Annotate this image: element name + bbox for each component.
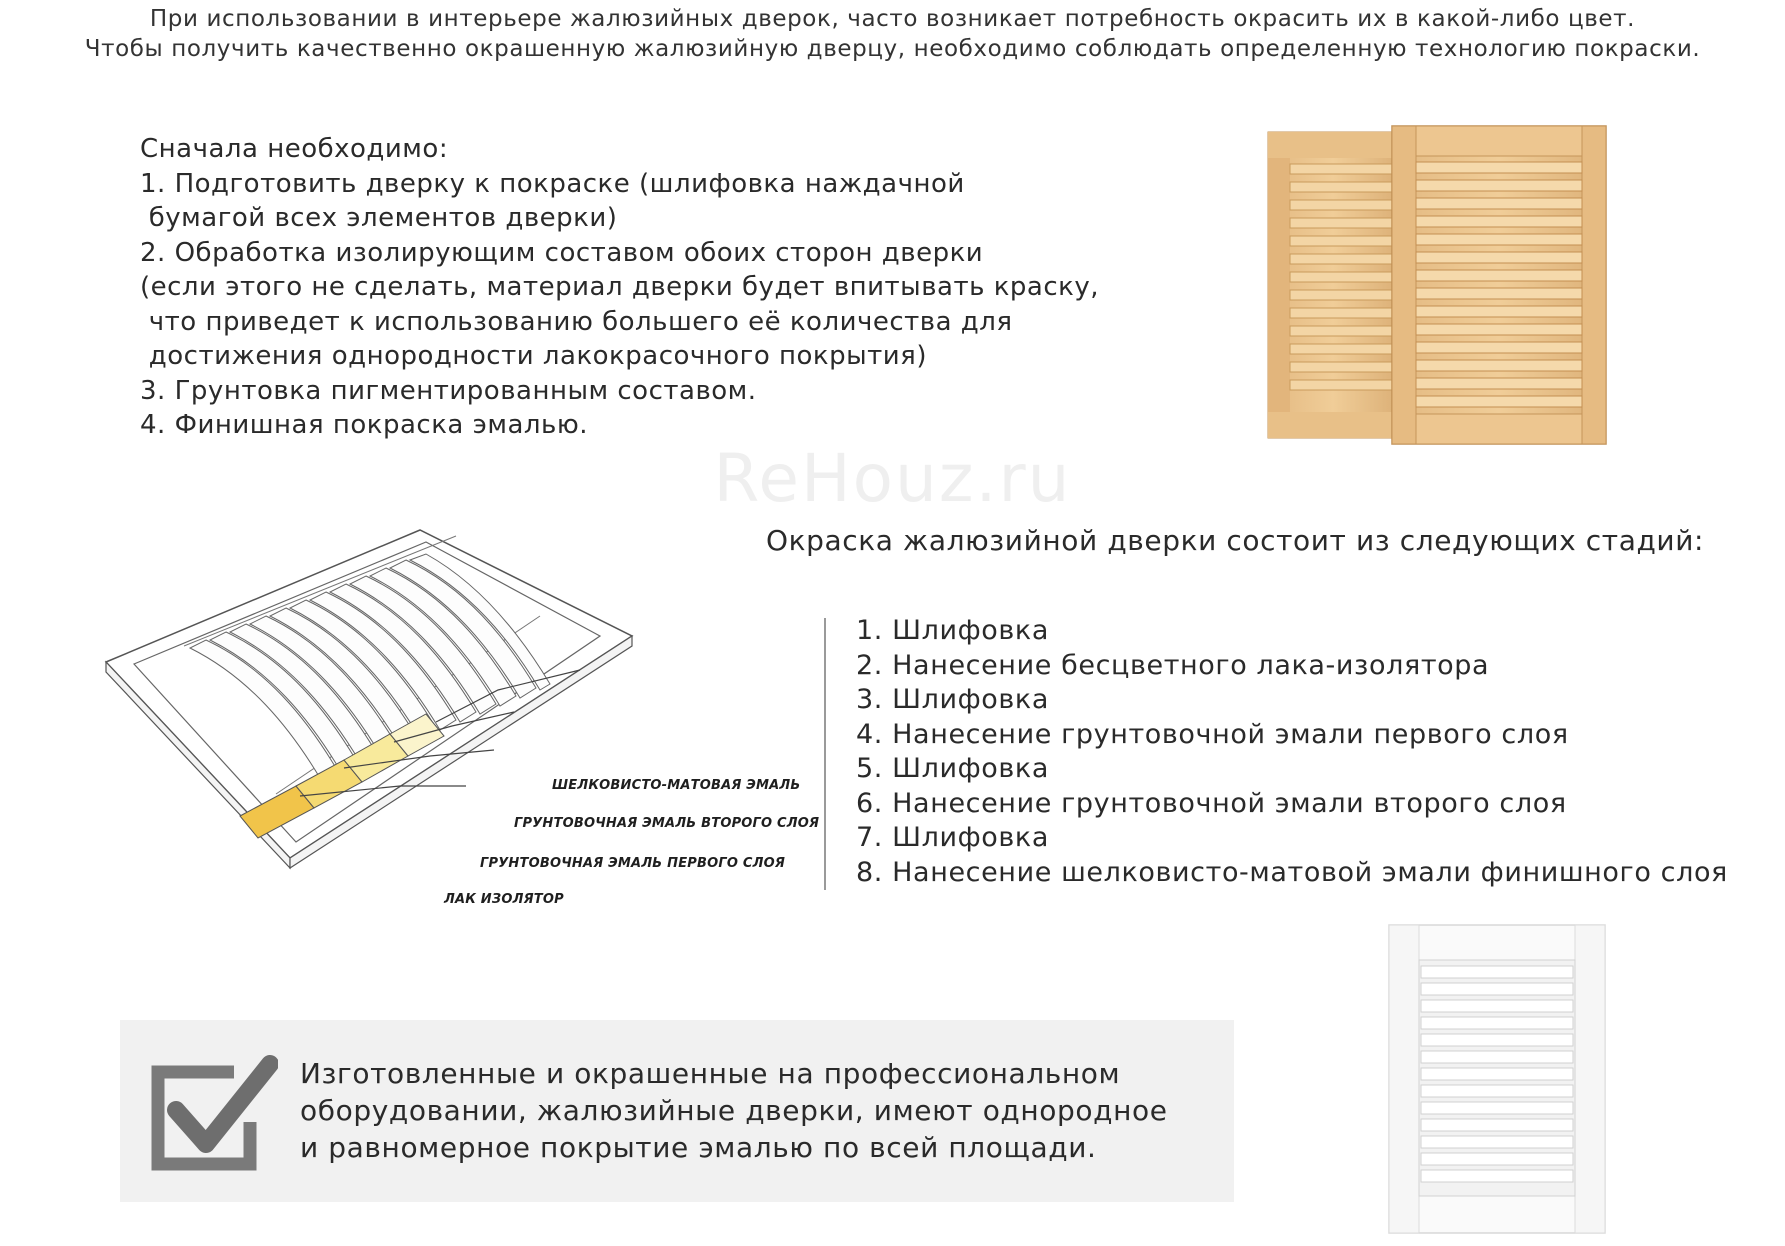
layer-label-primer-1: ГРУНТОВОЧНАЯ ЭМАЛЬ ПЕРВОГО СЛОЯ <box>480 856 786 871</box>
layer-label-finish: ШЕЛКОВИСТО-МАТОВАЯ ЭМАЛЬ <box>552 778 801 793</box>
layer-label-primer-2: ГРУНТОВОЧНАЯ ЭМАЛЬ ВТОРОГО СЛОЯ <box>514 816 820 831</box>
preparation-line: бумагой всех элементов дверки) <box>140 203 618 233</box>
stage-item: 1. Шлифовка <box>856 615 1049 646</box>
stage-item: 4. Нанесение грунтовочной эмали первого слоя <box>856 718 1569 750</box>
white-louvered-door-image <box>1388 924 1608 1236</box>
note-line: и равномерное покрытие эмалью по всей площади. <box>300 1131 1097 1164</box>
stage-item: 5. Шлифовка <box>856 753 1049 784</box>
watermark: ReHouz.ru <box>713 440 1072 517</box>
stage-item: 6. Нанесение грунтовочной эмали второго слоя <box>856 787 1567 819</box>
preparation-line: (если этого не сделать, материал дверки будет впитывать краску, <box>140 272 1099 302</box>
layer-label-varnish: ЛАК ИЗОЛЯТОР <box>444 892 564 907</box>
stage-item: 8. Нанесение шелковисто-матовой эмали финишного слоя <box>856 856 1728 888</box>
stages-title: Окраска жалюзийной дверки состоит из следующих стадий: <box>766 524 1705 557</box>
stages-list <box>856 614 1728 890</box>
stage-item: 7. Шлифовка <box>856 822 1049 853</box>
stage-item: 3. Шлифовка <box>856 684 1049 715</box>
preparation-line: 2. Обработка изолирующим составом обоих сторон дверки <box>140 237 984 268</box>
checkmark-icon <box>148 1052 278 1172</box>
note-text <box>300 1055 1168 1166</box>
stages-divider <box>824 618 826 890</box>
preparation-line: 3. Грунтовка пигментированным составом. <box>140 375 757 406</box>
intro-line-1: При использовании в интерьере жалюзийных дверок, часто возникает потребность окрасить их в какой-либо цвет. <box>149 6 1636 32</box>
wooden-louvered-doors-image <box>1262 124 1612 448</box>
intro-line-2: Чтобы получить качественно окрашенную жалюзийную дверцу, необходимо соблюдать определенную технологию покраски. <box>84 36 1701 62</box>
preparation-line: 4. Финишная покраска эмалью. <box>140 410 589 440</box>
preparation-line: 1. Подготовить дверку к покраске (шлифовка наждачной <box>140 168 965 199</box>
stage-item: 2. Нанесение бесцветного лака-изолятора <box>856 649 1490 681</box>
preparation-line: Сначала необходимо: <box>140 134 449 164</box>
preparation-list <box>140 132 1099 443</box>
note-line: оборудовании, жалюзийные дверки, имеют однородное <box>300 1094 1168 1127</box>
note-line: Изготовленные и окрашенные на профессиональном <box>300 1057 1121 1090</box>
paint-layers-diagram <box>100 528 820 908</box>
preparation-line: достижения однородности лакокрасочного покрытия) <box>140 341 927 371</box>
preparation-line: что приведет к использованию большего её количества для <box>140 306 1013 337</box>
